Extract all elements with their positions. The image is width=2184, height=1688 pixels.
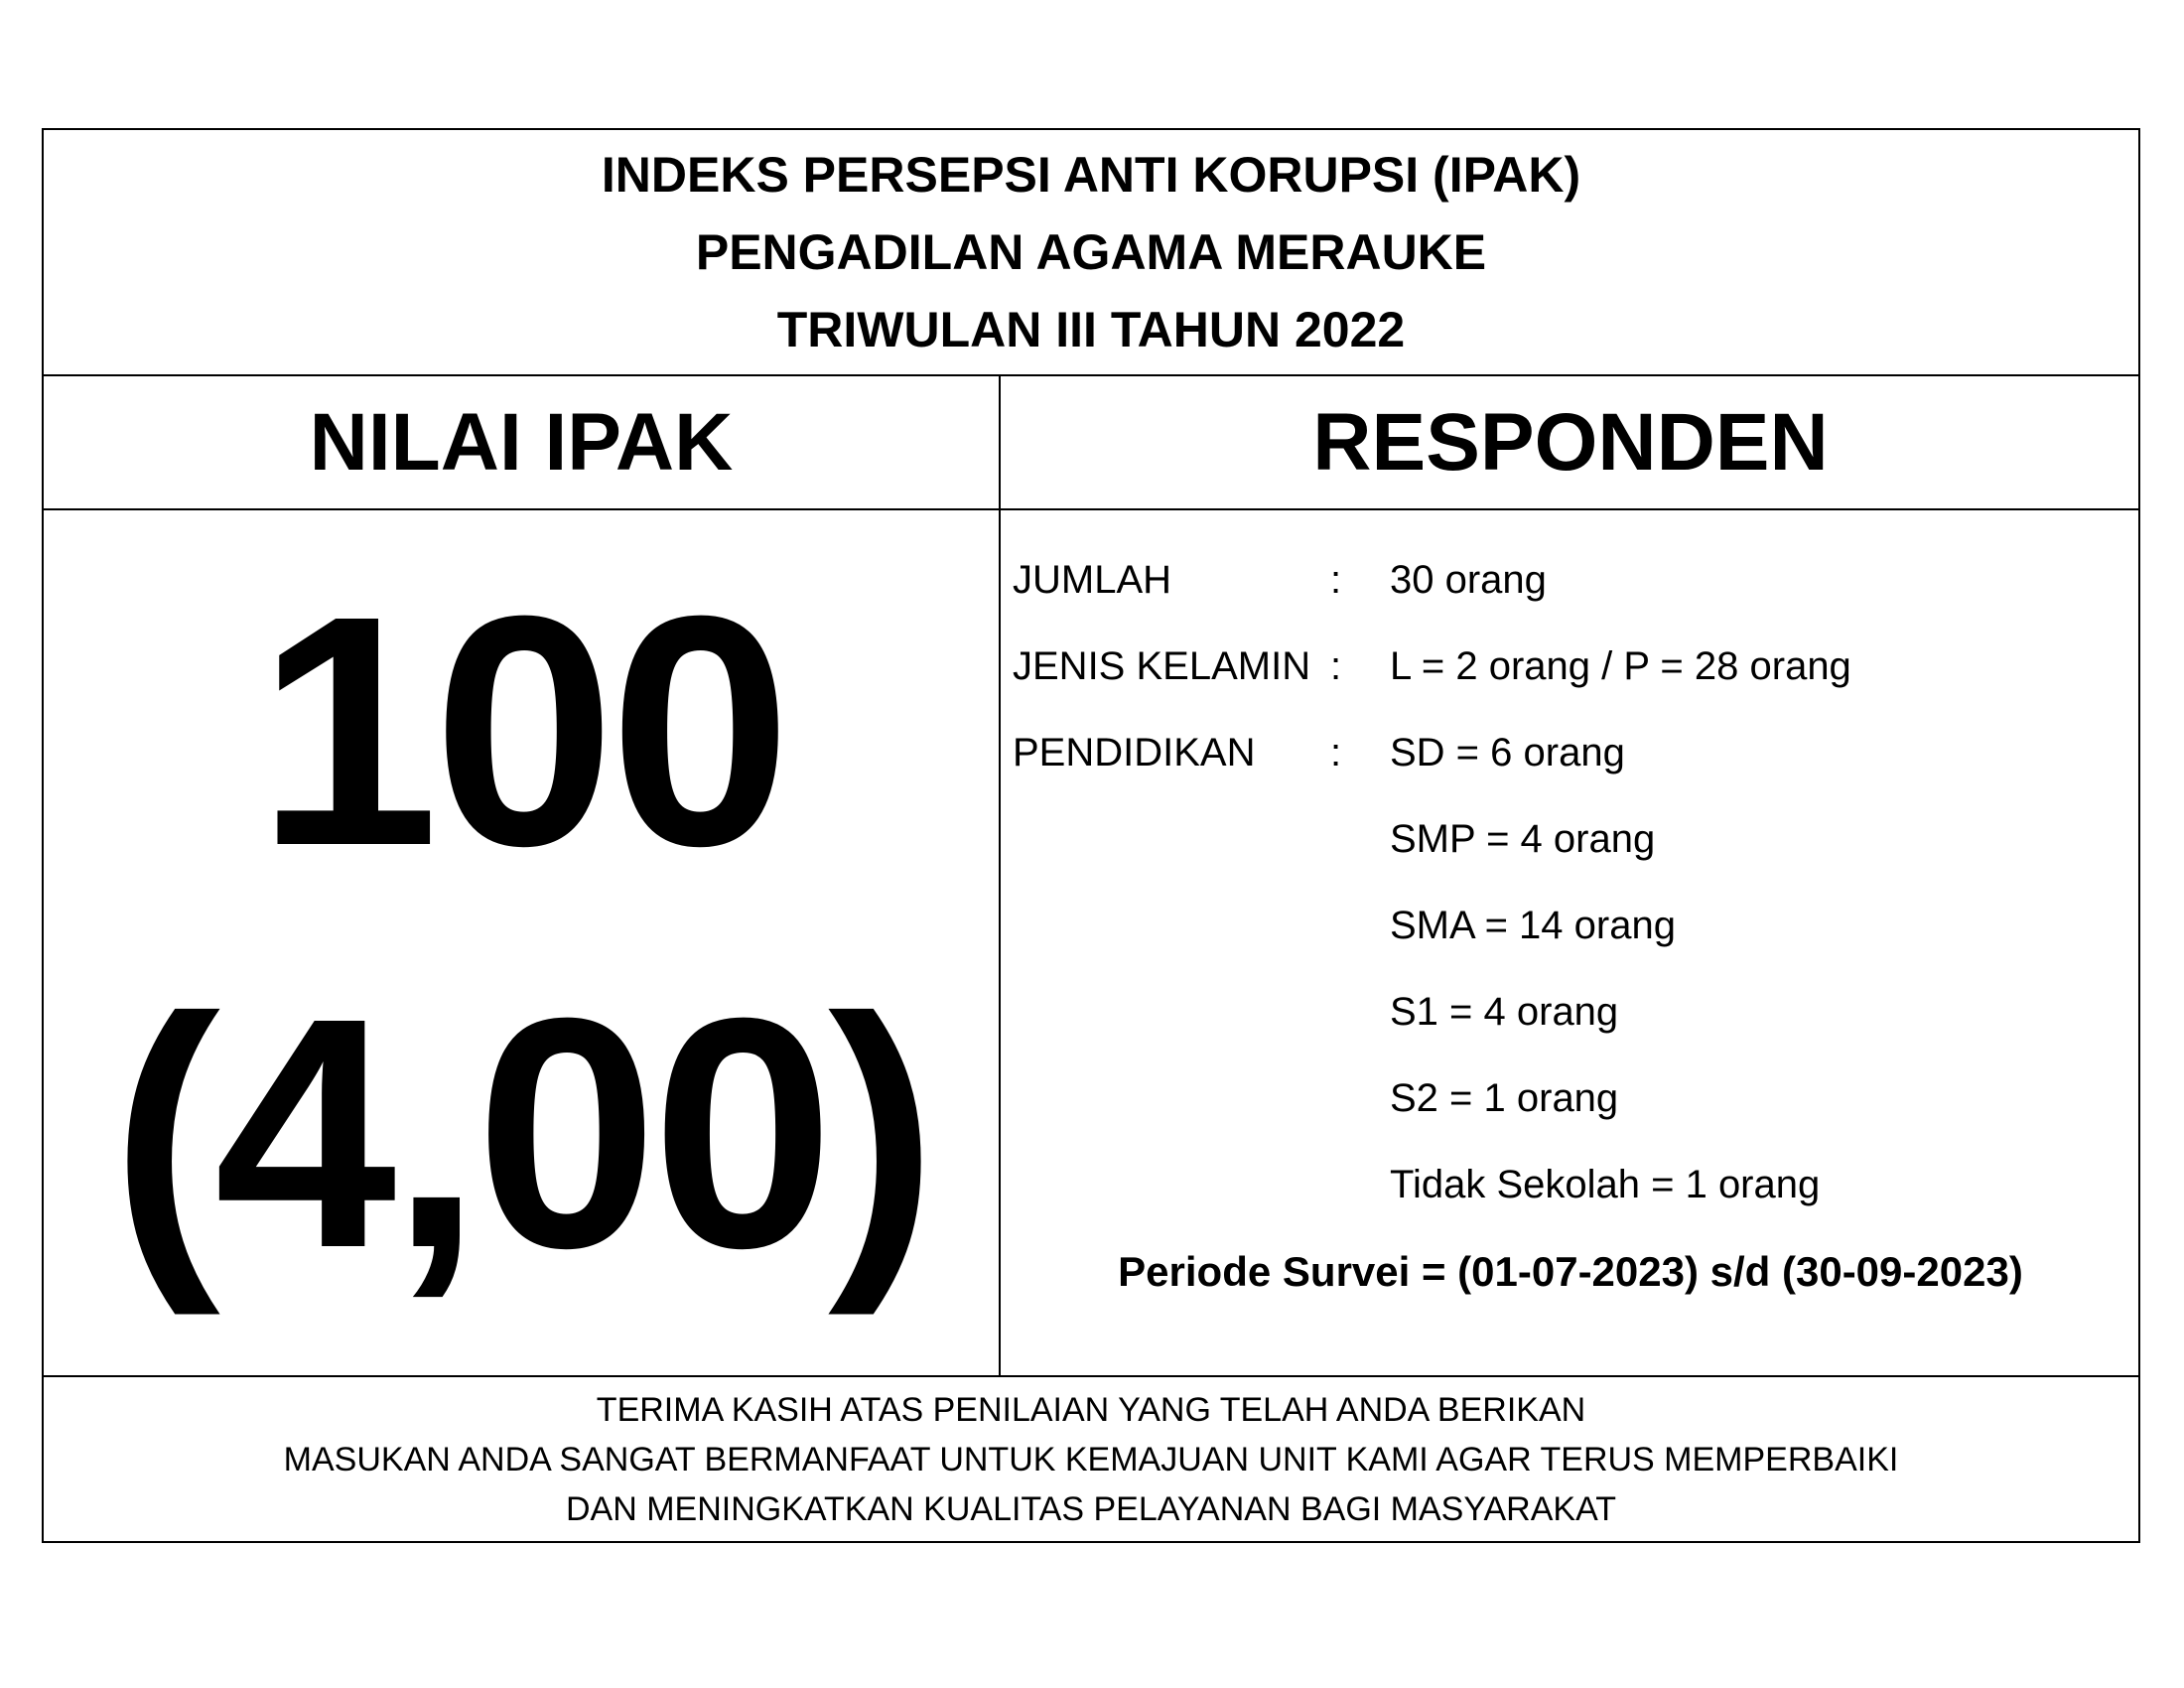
- column-divider: [999, 374, 1001, 1376]
- ipak-score-value: 100: [256, 547, 786, 914]
- title-line-2: PENGADILAN AGAMA MERAUKE: [695, 224, 1487, 280]
- row-separator: :: [1330, 731, 1342, 774]
- respondent-row: [1013, 624, 2124, 710]
- footer-line-2: MASUKAN ANDA SANGAT BERMANFAAT UNTUK KEMAJUAN UNIT KAMI AGAR TERUS MEMPERBAIKI: [283, 1440, 1899, 1478]
- row-label: JENIS KELAMIN: [1013, 644, 1311, 688]
- respondent-row: [1013, 710, 2124, 796]
- education-value: S1 = 4 orang: [1390, 990, 1619, 1034]
- education-row: [1013, 1142, 2124, 1228]
- row-label: PENDIDIKAN: [1013, 731, 1256, 774]
- education-row: [1013, 883, 2124, 969]
- footer-line-1: TERIMA KASIH ATAS PENILAIAN YANG TELAH ANDA BERIKAN: [596, 1390, 1586, 1429]
- row-label: JUMLAH: [1013, 558, 1172, 602]
- row-separator: :: [1330, 644, 1342, 688]
- title-line-1: INDEKS PERSEPSI ANTI KORUPSI (IPAK): [601, 147, 1581, 203]
- row-separator: :: [1330, 558, 1342, 602]
- ipak-score-scale: (4,00): [110, 949, 932, 1316]
- header: [44, 130, 2138, 374]
- education-value: SMP = 4 orang: [1390, 817, 1656, 861]
- divider: [44, 508, 2138, 510]
- row-value: 30 orang: [1390, 558, 1547, 602]
- footer-line-3: DAN MENINGKATKAN KUALITAS PELAYANAN BAGI MASYARAKAT: [565, 1489, 1617, 1528]
- footer: [44, 1377, 2138, 1541]
- education-value: Tidak Sekolah = 1 orang: [1390, 1163, 1821, 1206]
- education-value: S2 = 1 orang: [1390, 1076, 1619, 1120]
- survey-period: Periode Survei = (01-07-2023) s/d (30-09-2023): [1118, 1248, 2023, 1295]
- row-value: SD = 6 orang: [1390, 731, 1625, 774]
- ipak-card: [42, 128, 2140, 1543]
- education-row: [1013, 969, 2124, 1055]
- nilai-ipak-heading: NILAI IPAK: [309, 396, 734, 488]
- education-value: SMA = 14 orang: [1390, 904, 1676, 947]
- responden-heading: RESPONDEN: [1312, 396, 1829, 488]
- title-line-3: TRIWULAN III TAHUN 2022: [776, 302, 1406, 357]
- education-row: [1013, 796, 2124, 883]
- row-value: L = 2 orang / P = 28 orang: [1390, 644, 1851, 688]
- education-row: [1013, 1055, 2124, 1142]
- respondent-row: [1013, 537, 2124, 624]
- respondent-details: [1013, 537, 2124, 1228]
